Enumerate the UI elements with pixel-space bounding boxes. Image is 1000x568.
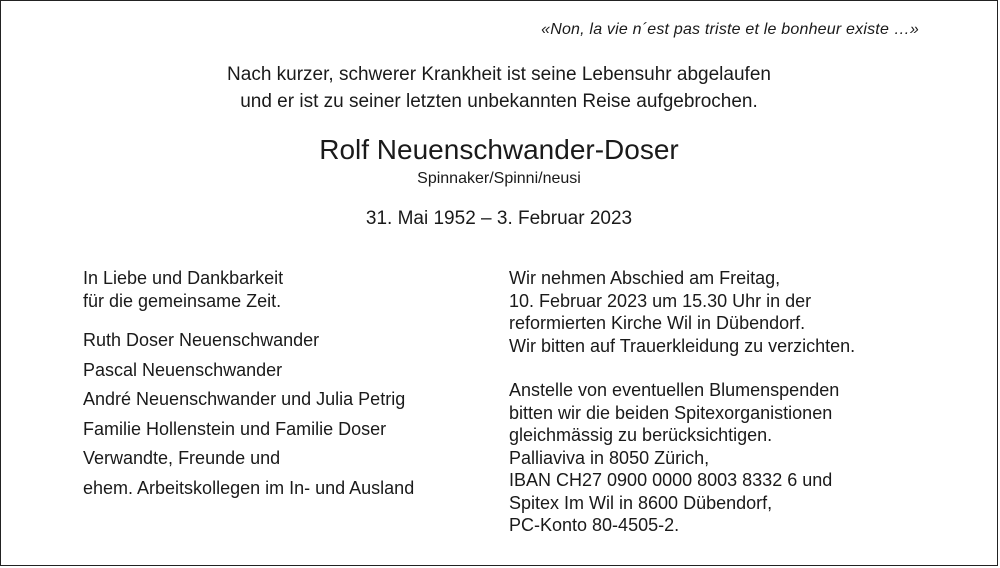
thanks-line: für die gemeinsame Zeit.: [83, 291, 282, 311]
mourner-entry: Ruth Doser Neuenschwander: [83, 330, 320, 350]
deceased-name: Rolf Neuenschwander-Doser: [319, 134, 679, 165]
donation-line: gleichmässig zu berücksichtigen.: [509, 425, 773, 445]
left-column: [83, 267, 414, 503]
donation-line: Anstelle von eventuellen Blumenspenden: [509, 380, 840, 400]
right-column: [509, 267, 855, 537]
donation-line: Palliaviva in 8050 Zürich,: [509, 447, 710, 468]
mourner-entry: André Neuenschwander und Julia Petrig: [83, 389, 406, 409]
mourner-entry: ehem. Arbeitskollegen im In- und Ausland: [83, 477, 415, 498]
donation-line: IBAN CH27 0900 0000 8003 8332 6 und: [509, 470, 833, 490]
intro-text: [1, 61, 997, 115]
intro-line: und er ist zu seiner letzten unbekannten Reise aufgebrochen.: [240, 91, 758, 112]
farewell-line: reformierten Kirche Wil in Dübendorf.: [509, 313, 806, 333]
mourners-list: [83, 326, 414, 503]
donation-line: bitten wir die beiden Spitexorganistionen: [509, 402, 833, 423]
farewell-line: 10. Februar 2023 um 15.30 Uhr in der: [509, 290, 812, 311]
donation-info: [509, 379, 855, 537]
intro-line: Nach kurzer, schwerer Krankheit ist seine Lebensuhr abgelaufen: [227, 64, 771, 85]
life-dates: 31. Mai 1952 – 3. Februar 2023: [365, 208, 633, 229]
mourner-entry: Pascal Neuenschwander: [83, 359, 283, 380]
mourner-entry: Familie Hollenstein und Familie Doser: [83, 418, 387, 439]
epigraph-quote: «Non, la vie n´est pas triste et le bonheur existe …»: [541, 21, 919, 38]
donation-line: Spitex Im Wil in 8600 Dübendorf,: [509, 492, 773, 513]
deceased-nicknames: Spinnaker/Spinni/neusi: [417, 170, 581, 187]
farewell-info: [509, 267, 855, 357]
thanks-text: [83, 267, 414, 313]
mourner-entry: Verwandte, Freunde und: [83, 448, 281, 468]
thanks-line: In Liebe und Dankbarkeit: [83, 268, 284, 288]
farewell-line: Wir nehmen Abschied am Freitag,: [509, 268, 781, 288]
donation-line: PC-Konto 80-4505-2.: [509, 515, 680, 535]
farewell-line: Wir bitten auf Trauerkleidung zu verzichten.: [509, 335, 856, 356]
